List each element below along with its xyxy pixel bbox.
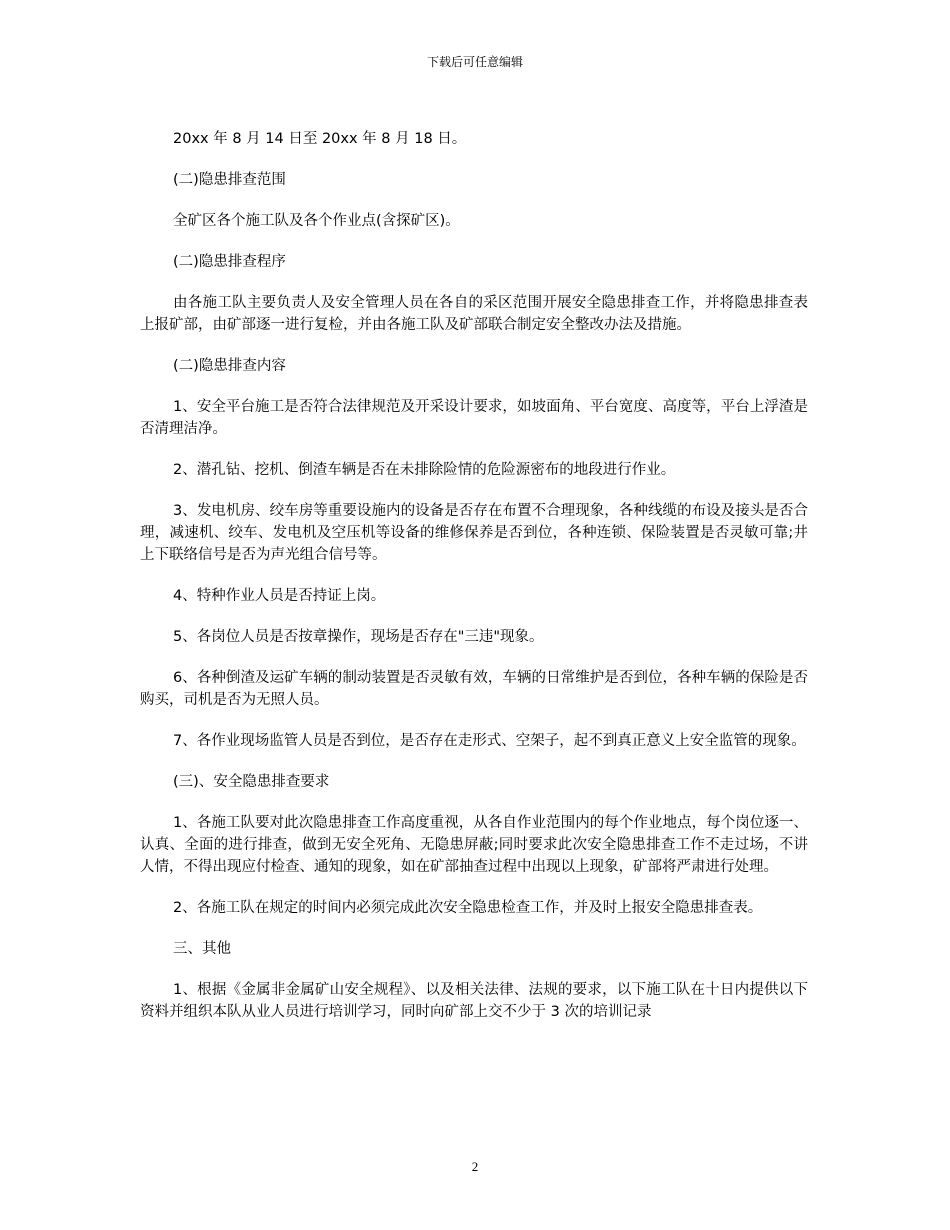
list-item-content-4: 4、特种作业人员是否持证上岗。 (173, 588, 386, 604)
list-item-content-5: 5、各岗位人员是否按章操作，现场是否存在"三违"现象。 (173, 629, 544, 645)
heading-inspection-procedure: (二)隐患排查程序 (173, 254, 286, 270)
list-item-content-6: 6、各种倒渣及运矿车辆的制动装置是否灵敏有效，车辆的日常维护是否到位，各种车辆的保险是否购买，司机是否为无照人员。 (140, 670, 808, 708)
list-item-requirement-1: 1、各施工队要对此次隐患排查工作高度重视，从各自作业范围内的每个作业地点，每个岗位逐一、认真、全面的进行排查，做到无安全死角、无隐患屏蔽;同时要求此次安全隐患排查工作不走过场，不讲人情，不得出现应付检查、通知的现象，如在矿部抽查过程中出现以上现象，矿部将严肃进行处理。 (140, 815, 808, 875)
heading-inspection-requirements: (三)、安全隐患排查要求 (173, 774, 330, 790)
list-item-content-2: 2、潜孔钻、挖机、倒渣车辆是否在未排除险情的危险源密布的地段进行作业。 (173, 462, 676, 478)
paragraph-date-range: 20xx 年 8 月 14 日至 20xx 年 8 月 18 日。 (173, 131, 467, 147)
list-item-content-3: 3、发电机房、绞车房等重要设施内的设备是否存在布置不合理现象，各种线缆的布设及接头是否合理，减速机、绞车、发电机及空压机等设备的维修保养是否到位，各种连锁、保险装置是否灵敏可靠;井上下联络信号是否为声光组合信号等。 (140, 503, 808, 563)
heading-other: 三、其他 (173, 941, 231, 957)
heading-inspection-content: (二)隐患排查内容 (173, 358, 286, 374)
list-item-other-1: 1、根据《金属非金属矿山安全规程》、以及相关法律、法规的要求，以下施工队在十日内提供以下资料并组织本队从业人员进行培训学习，同时向矿部上交不少于 3 次的培训记录 (140, 982, 808, 1020)
heading-inspection-scope: (二)隐患排查范围 (173, 172, 286, 188)
list-item-content-7: 7、各作业现场监管人员是否到位，是否存在走形式、空架子，起不到真正意义上安全监管的现象。 (173, 733, 806, 749)
page-header: 下载后可任意编辑 (426, 55, 523, 69)
document-body (140, 128, 808, 1042)
paragraph-scope: 全矿区各个施工队及各个作业点(含探矿区)。 (173, 213, 460, 229)
list-item-requirement-2: 2、各施工队在规定的时间内必须完成此次安全隐患检查工作，并及时上报安全隐患排查表。 (173, 900, 763, 916)
page-number: 2 (471, 1159, 479, 1174)
paragraph-procedure: 由各施工队主要负责人及安全管理人员在各自的采区范围开展安全隐患排查工作，并将隐患排查表上报矿部，由矿部逐一进行复检，并由各施工队及矿部联合制定安全整改办法及措施。 (140, 295, 808, 333)
list-item-content-1: 1、安全平台施工是否符合法律规范及开采设计要求，如坡面角、平台宽度、高度等，平台上浮渣是否清理洁净。 (140, 399, 808, 437)
